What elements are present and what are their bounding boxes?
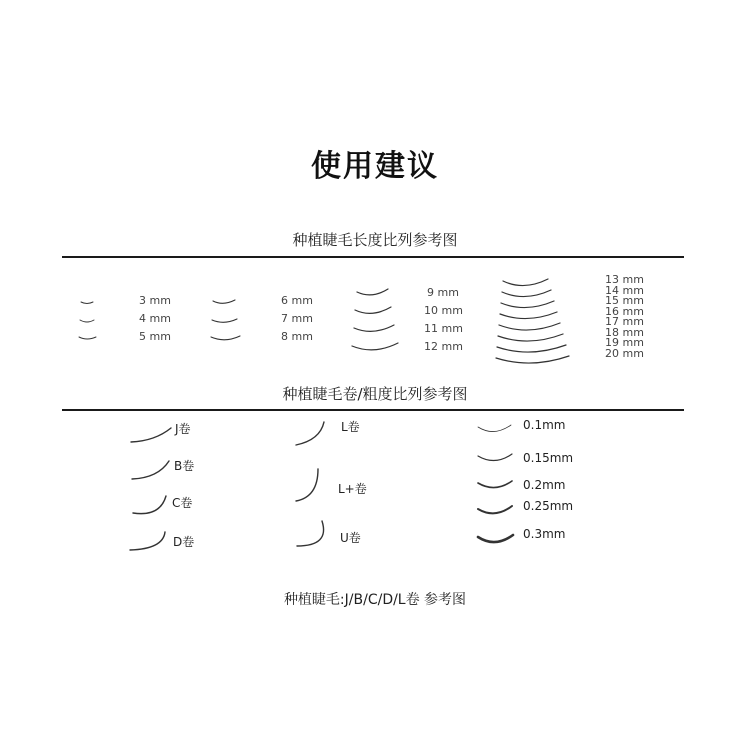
thickness-label-0-3: 0.3mm [523, 527, 566, 541]
length-label-3mm: 3 mm [139, 294, 171, 307]
lash-3mm [81, 302, 93, 304]
lash-16mm [500, 312, 557, 319]
lash-19mm [497, 345, 566, 352]
thickness-0-1-lash [478, 425, 511, 432]
lash-18mm [498, 334, 563, 341]
lash-10mm [355, 307, 391, 313]
length-label-14mm: 14 mm [605, 283, 644, 297]
length-label-5mm: 5 mm [139, 330, 171, 343]
thickness-0-15-lash [478, 454, 512, 461]
thickness-0-25-lash [478, 506, 512, 513]
length-label-9mm: 9 mm [427, 286, 459, 299]
length-label-11mm: 11 mm [424, 322, 463, 335]
curl-c-lash [133, 496, 166, 514]
lash-9mm [357, 289, 388, 295]
lash-20mm [496, 356, 569, 363]
curl-label-l: L卷 [341, 420, 360, 434]
thickness-0-2-lash [478, 481, 512, 488]
curl-label-d: D卷 [173, 535, 195, 549]
thickness-label-0-1: 0.1mm [523, 418, 566, 432]
curl-l-lash [296, 422, 324, 445]
page-title: 使用建议 [311, 149, 439, 184]
lash-8mm [211, 336, 240, 340]
lash-4mm [80, 320, 94, 322]
lash-13mm [503, 279, 548, 286]
length-label-15mm: 15 mm [605, 294, 644, 307]
curl-j-lash [131, 428, 171, 442]
length-label-18mm: 18 mm [605, 325, 644, 339]
length-label-7mm: 7 mm [281, 312, 313, 325]
footer-caption: 种植睫毛:J/B/C/D/L卷 参考图 [283, 592, 467, 608]
length-label-20mm: 20 mm [605, 346, 644, 360]
curl-label-c: C卷 [172, 496, 193, 510]
thickness-label-0-25: 0.25mm [523, 499, 574, 513]
length-label-8mm: 8 mm [281, 330, 313, 343]
length-label-6mm: 6 mm [281, 294, 313, 307]
curl-label-j: J卷 [175, 422, 191, 436]
length-label-17mm: 17 mm [605, 315, 644, 328]
length-label-12mm: 12 mm [424, 340, 463, 353]
curl-label-l-plus: L+卷 [338, 482, 367, 496]
thickness-label-0-15: 0.15mm [523, 451, 574, 465]
lash-14mm [502, 290, 551, 297]
length-label-10mm: 10 mm [424, 304, 463, 317]
lash-17mm [499, 323, 560, 330]
curl-b-lash [132, 461, 169, 479]
length-label-16mm: 16 mm [605, 304, 644, 318]
curl-label-u: U卷 [340, 531, 361, 545]
length-section-heading: 种植睫毛长度比列参考图 [292, 231, 458, 249]
thickness-label-0-2: 0.2mm [523, 478, 566, 492]
lash-7mm [212, 319, 237, 322]
curl-l-plus-lash [296, 469, 318, 501]
length-label-13mm: 13 mm [605, 273, 644, 286]
lash-11mm [354, 325, 394, 331]
thickness-0-3-lash [478, 535, 513, 542]
curl-d-lash [130, 532, 165, 550]
length-label-4mm: 4 mm [139, 312, 171, 325]
curl-u-lash [297, 521, 324, 546]
lash-12mm [352, 343, 398, 350]
lash-15mm [501, 301, 554, 308]
lash-6mm [213, 300, 235, 303]
length-label-19mm: 19 mm [605, 336, 644, 349]
curl-section-heading: 种植睫毛卷/粗度比列参考图 [282, 385, 468, 403]
curl-label-b: B卷 [174, 459, 195, 473]
lash-5mm [79, 337, 96, 339]
